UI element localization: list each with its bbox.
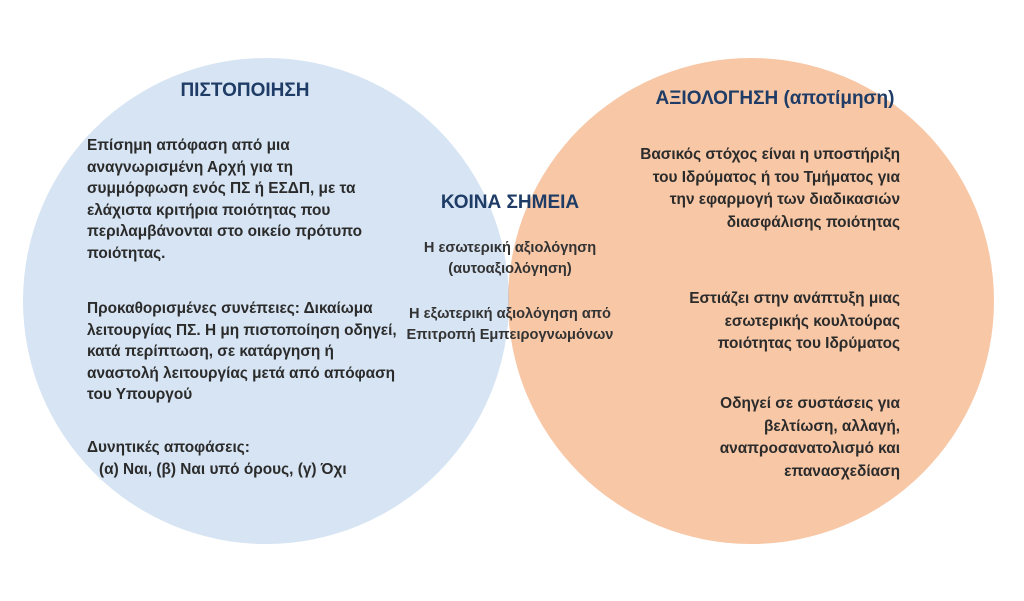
right-paragraph-goal: Βασικός στόχος είναι η υποστήριξη του Ιδρύματος ή του Τμήματος για την εφαρμογή των διαδικασιών διασφάλισης ποιότητας [640,146,900,231]
decisions-options: (α) Ναι, (β) Ναι υπό όρους, (γ) Όχι [99,460,347,478]
left-paragraph-definition: Επίσημη απόφαση από μια αναγνωρισμένη Αρχή για τη συμμόρφωση ενός ΠΣ ή ΕΣΔΠ, με τα ελάχιστα κριτήρια ποιότητας που περιλαμβάνονται στο οικείο πρότυπο ποιότητας. [87,137,362,262]
right-paragraph-culture: Εστιάζει στην ανάπτυξη μιας εσωτερικής κουλτούρας ποιότητας του Ιδρύματος [689,290,900,352]
center-item-internal-evaluation: Η εσωτερική αξιολόγηση (αυτοαξιολόγηση) [423,240,597,277]
center-item-external-evaluation: Η εξωτερική αξιολόγηση από Επιτροπή Εμπειρογνωμόνων [406,306,614,343]
left-title: ΠΙΣΤΟΠΟΙΗΣΗ [180,80,310,101]
decisions-label: Δυνητικές αποφάσεις: [87,439,250,456]
left-paragraph-consequences: Προκαθορισμένες συνέπειες: Δικαίωμα λειτουργίας ΠΣ. Η μη πιστοποίηση οδηγεί, κατά περίπτωση, σε κατάργηση ή αναστολή λειτουργίας μετά από απόφαση του Υπουργού [87,300,397,403]
center-title: ΚΟΙΝΑ ΣΗΜΕΙΑ [440,192,580,213]
right-title: ΑΞΙΟΛΟΓΗΣΗ (αποτίμηση) [655,88,895,109]
left-decisions [87,437,397,480]
right-paragraph-recommendations: Οδηγεί σε συστάσεις για βελτίωση, αλλαγή, αναπροσανατολισμό και επανασχεδίαση [719,395,900,480]
